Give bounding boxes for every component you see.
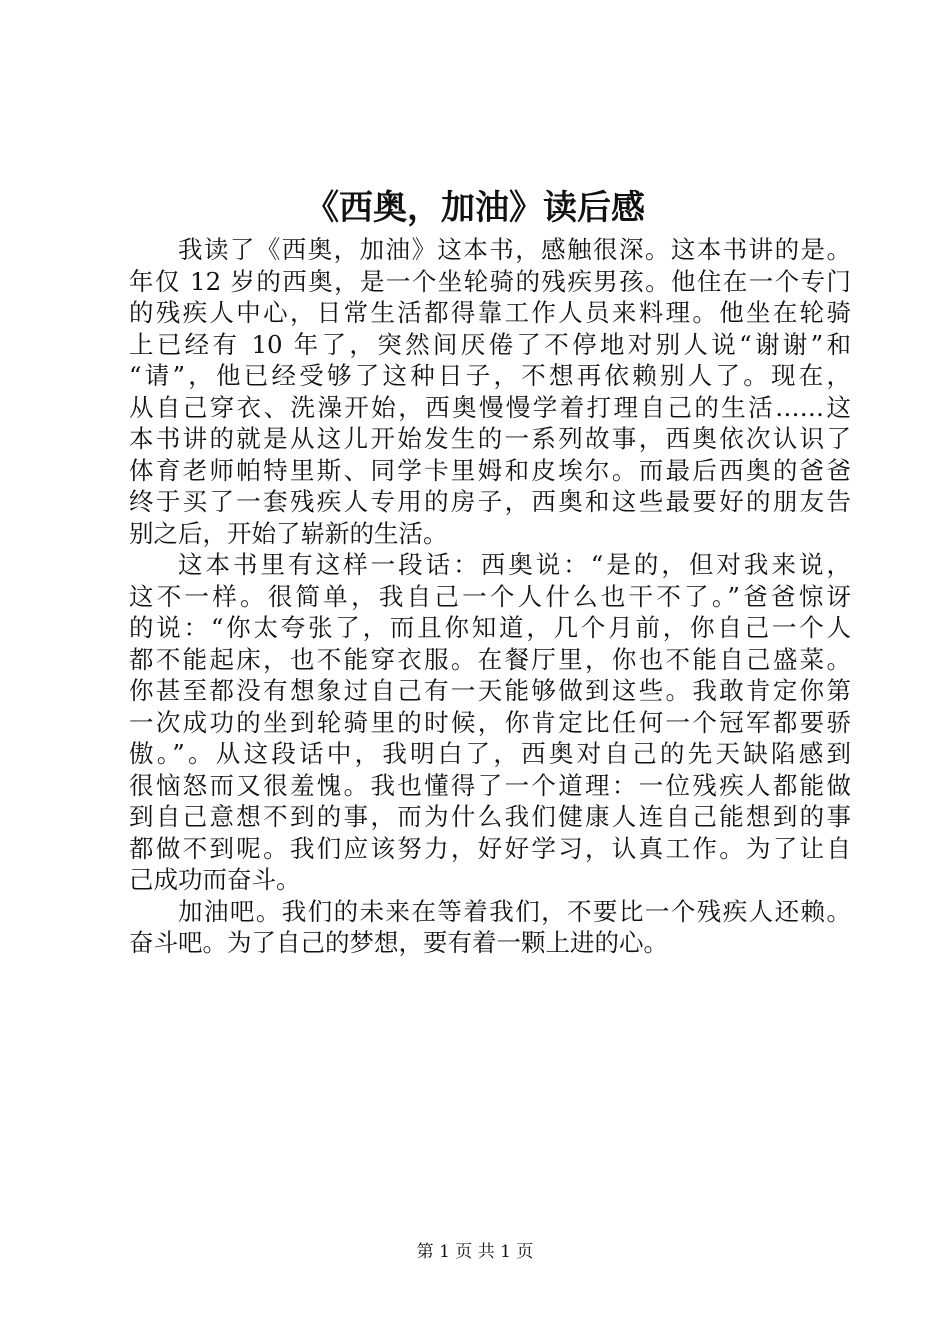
paragraph-line: 奋斗吧。为了自己的梦想，要有着一颗上进的心。	[129, 928, 668, 957]
paragraph-line: “请”，他已经受够了这种日子，不想再依赖别人了。现在，	[129, 361, 851, 390]
paragraph-line: 年仅 12 岁的西奥，是一个坐轮骑的残疾男孩。他住在一个专门	[129, 266, 851, 296]
paragraph-line: 到自己意想不到的事，而为什么我们健康人连自己能想到的事	[129, 802, 851, 831]
document-title: 《西奥，加油》读后感	[305, 188, 645, 228]
paragraph-line: 己成功而奋斗。	[129, 865, 301, 894]
paragraph-line: 的残疾人中心，日常生活都得靠工作人员来料理。他坐在轮骑	[129, 298, 851, 327]
paragraph-line: 上已经有 10 年了，突然间厌倦了不停地对别人说“谢谢”和	[129, 329, 851, 359]
paragraph-line: 的说：“你太夸张了，而且你知道，几个月前，你自己一个人	[129, 613, 851, 642]
document-body	[129, 234, 851, 959]
page-footer: 第 1 页 共 1 页	[416, 1242, 534, 1262]
paragraph-line: 很恼怒而又很羞愧。我也懂得了一个道理：一位残疾人都能做	[129, 770, 851, 800]
paragraph-line: 从自己穿衣、洗澡开始，西奥慢慢学着打理自己的生活……这	[129, 392, 851, 422]
paragraph-line: 这本书里有这样一段话：西奥说：“是的，但对我来说，	[178, 550, 851, 579]
paragraph-line: 这不一样。很简单，我自己一个人什么也干不了。”爸爸惊讶	[129, 581, 851, 611]
paragraph-line: 终于买了一套残疾人专用的房子，西奥和这些最要好的朋友告	[129, 487, 851, 516]
paragraph-line: 我读了《西奥，加油》这本书，感触很深。这本书讲的是。	[178, 235, 851, 264]
paragraph-line: 本书讲的就是从这儿开始发生的一系列故事，西奥依次认识了	[129, 424, 851, 453]
paragraph-line: 都不能起床，也不能穿衣服。在餐厅里，你也不能自己盛菜。	[129, 644, 851, 674]
paragraph-line: 体育老师帕特里斯、同学卡里姆和皮埃尔。而最后西奥的爸爸	[129, 455, 851, 485]
paragraph-line: 都做不到呢。我们应该努力，好好学习，认真工作。为了让自	[129, 833, 851, 863]
paragraph-line: 傲。”。从这段话中，我明白了，西奥对自己的先天缺陷感到	[129, 739, 851, 768]
paragraph-line: 加油吧。我们的未来在等着我们，不要比一个残疾人还赖。	[178, 896, 851, 926]
paragraph-line: 你甚至都没有想象过自己有一天能够做到这些。我敢肯定你第	[129, 676, 851, 705]
paragraph-line: 一次成功的坐到轮骑里的时候，你肯定比任何一个冠军都要骄	[129, 707, 851, 737]
paragraph-line: 别之后，开始了崭新的生活。	[129, 518, 448, 548]
